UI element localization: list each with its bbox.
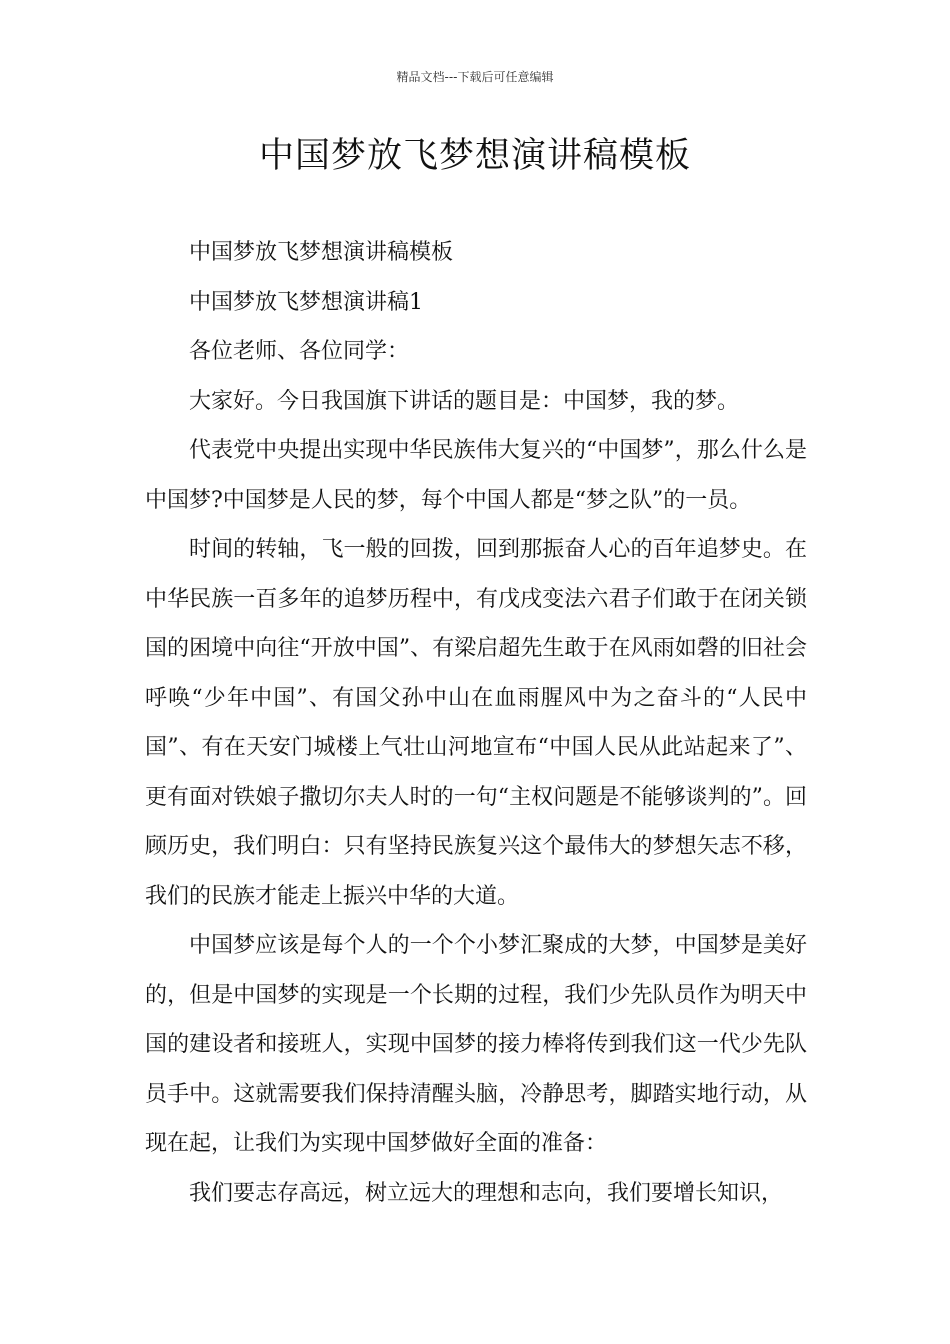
paragraph-subtitle: 中国梦放飞梦想演讲稿模板 — [189, 240, 454, 265]
document-body — [145, 228, 807, 1218]
page-header-note: 精品文档---下载后可任意编辑 — [396, 70, 554, 84]
paragraph-speech-heading: 中国梦放飞梦想演讲稿1 — [189, 289, 423, 315]
document-title: 中国梦放飞梦想演讲稿模板 — [258, 136, 691, 176]
paragraph-history: 时间的转轴，飞一般的回拨，回到那振奋人心的百年追梦史。在中华民族一百多年的追梦历程中，有戊戌变法六君子们敢于在闭关锁国的困境中向往“开放中国”、有梁启超先生敢于在风雨如磬的旧社会呼唤“少年中国”、有国父孙中山在血雨腥风中为之奋斗的“人民中国”、有在天安门城楼上气壮山河地宣布“中国人民从此站起来了”、更有面对铁娘子撒切尔夫人时的一句“主权问题是不能够谈判的”。回顾历史，我们明白：只有坚持民族复兴这个最伟大的梦想矢志不移，我们的民族才能走上振兴中华的大道。 — [145, 537, 807, 909]
paragraph-greeting: 大家好。今日我国旗下讲话的题目是：中国梦，我的梦。 — [189, 388, 740, 414]
paragraph-aspirations: 我们要志存高远，树立远大的理想和志向，我们要增长知识， — [189, 1180, 784, 1206]
paragraph-young-pioneers: 中国梦应该是每个人的一个个小梦汇聚成的大梦，中国梦是美好的，但是中国梦的实现是一个长期的过程，我们少先队员作为明天中国的建设者和接班人，实现中国梦的接力棒将传到我们这一代少先队员手中。这就需要我们保持清醒头脑，冷静思考，脚踏实地行动，从现在起，让我们为实现中国梦做好全面的准备： — [145, 933, 807, 1156]
paragraph-china-dream-intro: 代表党中央提出实现中华民族伟大复兴的“中国梦”，那么什么是中国梦?中国梦是人民的梦，每个中国人都是“梦之队”的一员。 — [145, 438, 807, 513]
paragraph-salutation: 各位老师、各位同学： — [189, 339, 410, 364]
